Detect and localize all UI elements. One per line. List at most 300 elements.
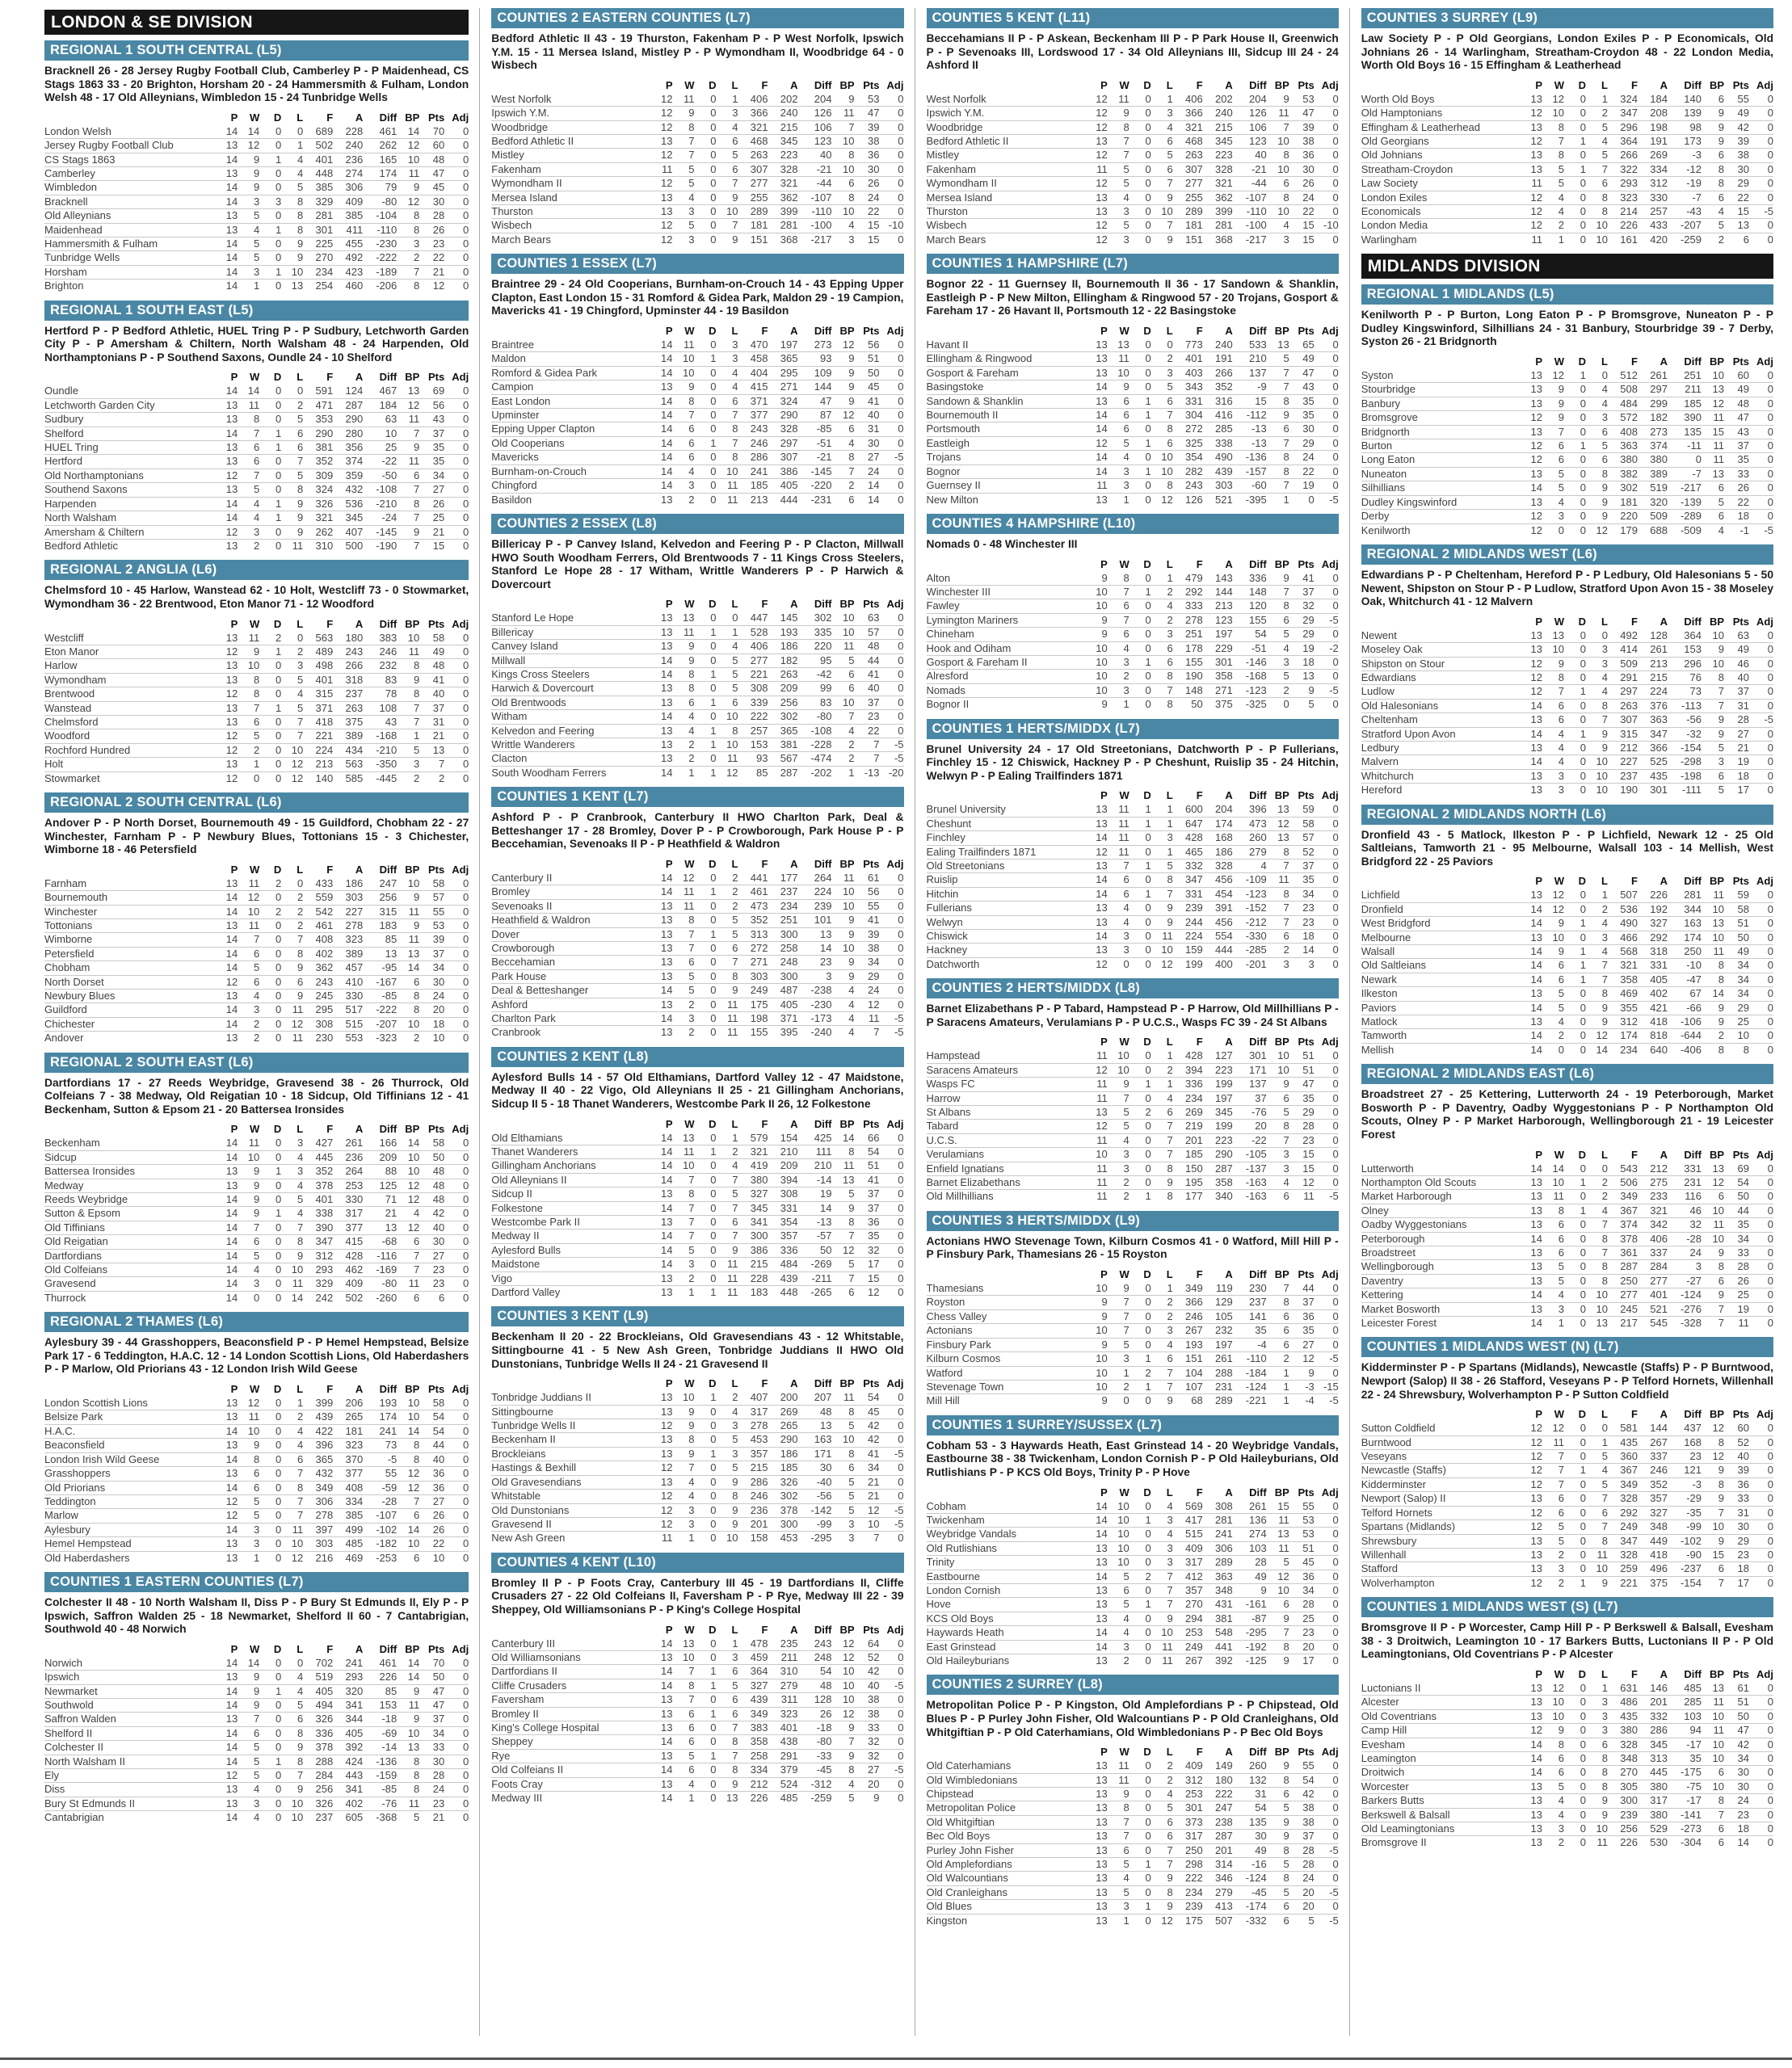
stat-F: 178 — [1173, 641, 1203, 655]
stat-D: 0 — [259, 990, 281, 1003]
stat-Pts: 41 — [855, 1173, 880, 1187]
table-header-row — [1361, 79, 1773, 93]
stat-Diff: 171 — [798, 1447, 832, 1461]
stat-Diff: 171 — [1233, 1063, 1267, 1077]
stat-Adj: 0 — [1315, 1640, 1339, 1654]
stat-A: 263 — [768, 667, 798, 681]
stat-Pts: 9 — [855, 1791, 880, 1805]
stat-W: 12 — [238, 891, 259, 905]
stat-BP: 8 — [832, 1216, 855, 1229]
stat-A: 375 — [333, 715, 363, 729]
stat-Diff: 204 — [1249, 92, 1267, 105]
stat-D: 0 — [695, 409, 717, 422]
table-row — [44, 139, 469, 153]
stat-D: 0 — [259, 1537, 281, 1551]
stat-P: 12 — [1086, 436, 1108, 450]
stat-Adj: 0 — [1749, 1751, 1773, 1765]
stat-W: 1 — [1108, 698, 1129, 712]
team-name: Winchester — [44, 905, 216, 918]
team-name: Old Cranleighans — [927, 1885, 1086, 1899]
stat-F: 256 — [303, 1783, 333, 1797]
stat-A: 201 — [1203, 1843, 1233, 1857]
table-row — [1361, 439, 1773, 453]
stat-W: 7 — [1108, 1309, 1129, 1323]
stat-F: 322 — [1608, 162, 1638, 176]
stat-P: 14 — [651, 766, 673, 780]
stat-Diff: 243 — [814, 1637, 832, 1650]
stat-F: 492 — [1620, 628, 1638, 641]
stat-Pts: -4 — [1289, 1394, 1315, 1408]
stat-L: 9 — [1151, 1394, 1173, 1408]
stat-Diff: -76 — [1233, 1106, 1267, 1120]
stat-Pts: 23 — [419, 1797, 444, 1810]
stat-L: 10 — [1586, 1562, 1608, 1576]
table-row — [491, 1145, 903, 1159]
stat-P: 13 — [1086, 394, 1108, 408]
stat-Pts: 64 — [868, 1637, 880, 1650]
stat-A: 423 — [333, 265, 363, 279]
team-name: Saffron Walden — [44, 1713, 216, 1726]
stat-A: 341 — [333, 1698, 363, 1712]
col-label-diff: Diff — [1684, 78, 1702, 91]
stat-Adj: 0 — [444, 497, 469, 511]
stat-P: 14 — [651, 1735, 673, 1749]
stat-BP: 8 — [1702, 1435, 1724, 1449]
stat-L: 4 — [717, 1405, 738, 1419]
team-name: London Media — [1361, 219, 1521, 233]
stat-D: 1 — [259, 511, 281, 525]
stat-A: 331 — [1638, 959, 1668, 973]
stat-BP: 8 — [397, 687, 419, 701]
stat-BP: 9 — [832, 914, 855, 927]
league-table — [491, 79, 903, 246]
stat-P: 14 — [216, 497, 238, 511]
stat-Diff: 232 — [363, 659, 397, 673]
stat-Adj: 0 — [880, 352, 904, 366]
stat-L: 9 — [717, 191, 738, 204]
table-row — [491, 1707, 903, 1721]
stat-L: 7 — [1151, 887, 1173, 901]
team-name: North Walsham — [44, 511, 216, 525]
team-name: Chelmsford — [44, 715, 216, 729]
stat-L: 11 — [281, 1277, 303, 1291]
stat-BP: 7 — [1702, 685, 1724, 699]
stat-Diff: 274 — [1233, 1528, 1267, 1541]
team-name: Park House — [491, 969, 650, 983]
stat-L: 4 — [281, 1671, 303, 1684]
stat-Diff: 183 — [363, 918, 397, 932]
stat-A: 301 — [1638, 784, 1668, 797]
stat-W: 5 — [1542, 481, 1564, 495]
team-name: Matlock — [1361, 1015, 1521, 1029]
league-section — [491, 1306, 903, 1545]
table-row — [491, 451, 903, 464]
stat-P: 11 — [1086, 162, 1108, 176]
stat-L: 10 — [281, 1811, 303, 1825]
stat-A: 435 — [1638, 769, 1668, 783]
stat-BP: 8 — [832, 149, 855, 162]
stat-F: 161 — [1608, 233, 1638, 246]
team-name: Newbury Blues — [44, 990, 216, 1003]
stat-A: 420 — [1638, 233, 1668, 246]
team-name: Mavericks — [491, 451, 650, 464]
table-row — [1361, 1562, 1773, 1576]
stat-A: 375 — [1638, 1576, 1668, 1590]
stat-Diff: -17 — [1668, 1738, 1702, 1751]
table-row — [491, 107, 903, 120]
col-label-p: P — [665, 1377, 673, 1390]
stat-Pts: 35 — [1289, 394, 1315, 408]
col-label-p: P — [1100, 1268, 1108, 1281]
stat-BP: 7 — [397, 715, 419, 729]
stat-A: 201 — [1638, 1696, 1668, 1709]
team-name: Hampstead — [926, 1049, 980, 1062]
stat-L: 0 — [297, 1656, 304, 1669]
stat-Pts: 28 — [1724, 713, 1749, 727]
stat-D: 0 — [1129, 902, 1151, 915]
stat-W: 10 — [1542, 107, 1564, 120]
stat-W: 11 — [1108, 831, 1129, 845]
stat-P: 9 — [1086, 1296, 1108, 1309]
stat-Pts: 57 — [419, 891, 444, 905]
stat-F: 179 — [1608, 523, 1638, 537]
stat-W: 7 — [238, 1713, 259, 1726]
stat-L: 6 — [1151, 1815, 1173, 1829]
stat-F: 331 — [1173, 394, 1203, 408]
team-name: Economicals — [1361, 205, 1521, 219]
team-name: Sandown & Shanklin — [927, 394, 1086, 408]
table-row — [491, 1447, 903, 1461]
stat-A: 418 — [1638, 1015, 1668, 1029]
stat-L: 2 — [281, 398, 303, 412]
stat-W: 11 — [684, 92, 695, 105]
stat-F: 221 — [738, 667, 768, 681]
stat-A: 567 — [768, 752, 798, 766]
table-row — [491, 464, 903, 478]
stat-A: 487 — [768, 984, 798, 998]
col-label-p: P — [1100, 557, 1108, 570]
table-row — [44, 1783, 469, 1797]
section-results-intro: Barnet Elizabethans P - P Tabard, Hampstead P - P Harrow, Old Millhillians P - P Saracens Amateurs, Verulamians P - P U.C.S., Wasps FC 39 - 24 St Albans — [926, 1002, 1339, 1028]
col-label-f: F — [1631, 875, 1638, 888]
stat-L: 3 — [717, 107, 738, 120]
stat-F: 269 — [1173, 1106, 1203, 1120]
stat-L: 9 — [281, 251, 303, 265]
stat-BP: 8 — [1267, 464, 1289, 478]
stat-Adj: 0 — [1315, 451, 1339, 464]
stat-Diff: 461 — [379, 124, 398, 137]
stat-F: 292 — [1173, 585, 1203, 599]
stat-Adj: 0 — [1315, 177, 1339, 191]
team-name: Amersham & Chiltern — [44, 525, 216, 539]
stat-F: 183 — [738, 1286, 768, 1300]
col-label-w: W — [684, 325, 695, 338]
stat-F: 266 — [1608, 149, 1638, 162]
col-label-l: L — [297, 1383, 304, 1396]
stat-BP: 7 — [1283, 1282, 1289, 1295]
team-name: London Exiles — [1361, 191, 1521, 204]
stat-L: 2 — [1151, 1309, 1173, 1323]
stat-Adj: 0 — [444, 659, 469, 673]
stat-Diff: -406 — [1668, 1043, 1702, 1057]
col-label-bp: BP — [1274, 1268, 1289, 1281]
stat-BP: 13 — [1702, 467, 1724, 481]
stat-F: 326 — [303, 1797, 333, 1810]
col-label-l: L — [1166, 1268, 1173, 1281]
stat-W: 0 — [1542, 1043, 1564, 1057]
col-label-w: W — [249, 1123, 260, 1136]
stat-D: 0 — [259, 398, 281, 412]
stat-Diff: -154 — [1668, 1576, 1702, 1590]
stat-Adj: 0 — [880, 654, 904, 667]
stat-W: 2 — [238, 743, 259, 757]
stat-BP: 7 — [1702, 1506, 1724, 1519]
stat-F: 702 — [315, 1656, 334, 1669]
table-row — [44, 1452, 469, 1466]
col-label-w: W — [684, 1117, 695, 1130]
stat-BP: 7 — [1702, 1317, 1724, 1330]
stat-P: 13 — [1530, 92, 1542, 105]
stat-L: 3 — [732, 338, 738, 351]
stat-D: 0 — [1564, 1822, 1586, 1835]
stat-BP: 11 — [397, 645, 419, 658]
stat-BP: 10 — [832, 1693, 855, 1707]
stat-BP: 12 — [397, 1467, 419, 1481]
stat-BP: 3 — [397, 758, 419, 771]
stat-Adj: 0 — [1749, 439, 1773, 453]
stat-Pts: 61 — [1737, 1681, 1749, 1694]
stat-Pts: 14 — [855, 493, 880, 506]
stat-A: 227 — [333, 905, 363, 918]
stat-A: 330 — [1638, 191, 1668, 204]
stat-Adj: 0 — [1315, 1872, 1339, 1885]
stat-F: 289 — [1173, 205, 1203, 219]
team-name: Bromsgrove II — [1361, 1836, 1521, 1850]
stat-Diff: 210 — [1233, 352, 1267, 366]
stat-A: 266 — [1203, 366, 1233, 380]
stat-P: 14 — [651, 1665, 673, 1679]
stat-D: 0 — [1129, 1091, 1151, 1105]
stat-Pts: 23 — [1289, 1626, 1315, 1640]
stat-D: 0 — [1129, 1063, 1151, 1077]
table-row — [491, 654, 903, 667]
col-label-w: W — [1119, 1036, 1129, 1049]
team-name: Luctonians II — [1361, 1681, 1421, 1694]
stat-Pts: 14 — [855, 479, 880, 493]
table-row — [491, 205, 903, 219]
stat-BP: 5 — [1702, 219, 1724, 233]
stat-BP: 2 — [1267, 1352, 1289, 1366]
stat-P: 13 — [216, 441, 238, 455]
stat-F: 502 — [303, 139, 333, 153]
stat-Diff: 264 — [814, 871, 832, 884]
stat-Adj: 0 — [444, 1537, 469, 1551]
table-row — [44, 1537, 469, 1551]
stat-W: 9 — [673, 1447, 695, 1461]
stat-F: 329 — [303, 1277, 333, 1291]
col-label-d: D — [709, 78, 717, 91]
stat-Diff: -111 — [1668, 784, 1702, 797]
league-section — [44, 301, 469, 553]
stat-Diff: 4 — [1233, 859, 1267, 872]
team-name: Hemel Hempstead — [44, 1537, 216, 1551]
stat-Diff: -42 — [798, 667, 832, 681]
stat-Adj: 0 — [1315, 957, 1339, 971]
team-name: Chichester — [44, 1017, 216, 1031]
stat-Diff: -289 — [1668, 510, 1702, 523]
stat-Diff: -43 — [1668, 205, 1702, 219]
stat-A: 256 — [768, 696, 798, 709]
stat-W: 3 — [1108, 1162, 1129, 1175]
team-name: Ely — [44, 1768, 216, 1782]
table-row — [491, 93, 903, 107]
table-header-row — [491, 325, 903, 338]
stat-P: 13 — [216, 455, 238, 469]
stat-F: 405 — [303, 1684, 333, 1698]
stat-F: 291 — [1608, 670, 1638, 684]
stat-W: 5 — [1542, 177, 1564, 191]
stat-F: 380 — [1608, 453, 1638, 467]
stat-A: 381 — [1203, 1612, 1233, 1625]
stat-A: 192 — [1638, 902, 1668, 916]
stat-L: 1 — [717, 625, 738, 639]
stat-P: 14 — [651, 366, 673, 380]
stat-W: 9 — [1542, 383, 1564, 397]
stat-D: 0 — [259, 1452, 281, 1466]
stat-Diff: 163 — [798, 1433, 832, 1447]
stat-W: 8 — [1123, 571, 1129, 584]
stat-Pts: 55 — [855, 899, 880, 913]
stat-W: 9 — [1123, 1282, 1129, 1295]
col-label-diff: Diff — [814, 857, 832, 870]
stat-W: 6 — [673, 436, 695, 450]
col-label-bp: BP — [1274, 1486, 1289, 1498]
stat-W: 3 — [1108, 1352, 1129, 1366]
stat-F: 313 — [738, 927, 768, 941]
stat-A: 257 — [1638, 205, 1668, 219]
stat-Pts: 19 — [1724, 1302, 1749, 1316]
team-name: Ipswich Y.M. — [927, 107, 1086, 120]
stat-D: 0 — [710, 1637, 717, 1650]
team-name: Stourbridge — [1361, 383, 1521, 397]
stat-W: 5 — [238, 729, 259, 743]
stat-Pts: 13 — [419, 743, 444, 757]
stat-F: 542 — [303, 905, 333, 918]
stat-Adj: 0 — [1315, 1654, 1339, 1667]
stat-D: 0 — [1564, 1218, 1586, 1232]
stat-F: 148 — [1173, 683, 1203, 697]
col-label-team — [491, 1118, 650, 1132]
stat-Diff: -13 — [1233, 422, 1267, 436]
stat-Pts: 28 — [1724, 1260, 1749, 1274]
stat-P: 14 — [216, 947, 238, 960]
stat-F: 271 — [738, 956, 768, 969]
stat-A: 316 — [1203, 394, 1233, 408]
stat-P: 13 — [216, 1671, 238, 1684]
stat-A: 345 — [333, 511, 363, 525]
stat-A: 267 — [1638, 1435, 1668, 1449]
stat-D: 1 — [259, 223, 281, 237]
stat-A: 454 — [1203, 887, 1233, 901]
stat-D: 0 — [259, 961, 281, 975]
col-label-bp: BP — [405, 1123, 420, 1136]
stat-P: 10 — [1086, 683, 1108, 697]
stat-BP: 9 — [1702, 643, 1724, 657]
stat-Diff: 106 — [1233, 120, 1267, 134]
stat-Diff: 285 — [1668, 1696, 1702, 1709]
stat-BP: 2 — [1267, 944, 1289, 957]
table-row — [927, 1640, 1339, 1654]
team-name: Thurston — [927, 205, 1086, 219]
stat-F: 305 — [1608, 1780, 1638, 1793]
table-row — [1361, 1780, 1773, 1793]
stat-L: 3 — [1151, 1541, 1173, 1555]
stat-A: 328 — [1203, 859, 1233, 872]
stat-A: 342 — [1638, 1218, 1668, 1232]
col-label-w: W — [684, 78, 695, 91]
stat-A: 240 — [1203, 107, 1233, 120]
stat-D: 0 — [259, 525, 281, 539]
stat-Pts: 25 — [1289, 1612, 1315, 1625]
stat-A: 368 — [768, 233, 798, 246]
bottom-rule — [0, 2057, 1792, 2060]
stat-F: 239 — [1608, 1808, 1638, 1822]
stat-P: 13 — [1086, 352, 1108, 366]
col-label-d: D — [1143, 78, 1151, 91]
stat-F: 484 — [1608, 397, 1638, 410]
stat-F: 107 — [1173, 1380, 1203, 1393]
team-name: Shipston on Stour — [1361, 657, 1521, 670]
stat-D: 2 — [1129, 1366, 1151, 1380]
stat-W: 5 — [1108, 1885, 1129, 1899]
stat-BP: 10 — [1712, 628, 1724, 641]
stat-P: 12 — [651, 1490, 673, 1503]
stat-P: 13 — [651, 625, 673, 639]
stat-L: 9 — [281, 525, 303, 539]
stat-L: 6 — [281, 1452, 303, 1466]
team-name: London Cornish — [927, 1583, 1086, 1597]
stat-F: 394 — [1173, 1063, 1203, 1077]
stat-Diff: -21 — [798, 162, 832, 176]
stat-Adj: 0 — [1315, 409, 1339, 422]
table-row — [44, 1221, 469, 1234]
stat-BP: 12 — [832, 1650, 855, 1664]
table-row — [927, 1176, 1339, 1190]
stat-Diff: -222 — [363, 1003, 397, 1017]
stat-F: 427 — [315, 1137, 334, 1150]
stat-L: 1 — [1601, 92, 1608, 105]
stat-Adj: 0 — [880, 1243, 904, 1257]
table-header-row — [491, 858, 903, 872]
stat-W: 7 — [673, 1173, 695, 1187]
stat-D: 0 — [1580, 92, 1586, 105]
stat-W: 2 — [1108, 1654, 1129, 1667]
team-name: Aylesbury — [44, 1523, 216, 1536]
stat-F: 222 — [1173, 1872, 1203, 1885]
stat-Pts: 23 — [1289, 1133, 1315, 1147]
stat-L: 3 — [717, 1419, 738, 1433]
stat-F: 254 — [303, 280, 333, 293]
stat-P: 12 — [216, 743, 238, 757]
team-name: Winchester III — [927, 585, 1086, 599]
table-row — [44, 758, 469, 771]
stat-A: 297 — [1638, 383, 1668, 397]
col-label-d: D — [1143, 1268, 1151, 1281]
stat-W: 11 — [248, 1137, 260, 1150]
col-label-f: F — [1196, 557, 1203, 570]
stat-P: 14 — [216, 1684, 238, 1698]
league-table — [491, 325, 903, 506]
